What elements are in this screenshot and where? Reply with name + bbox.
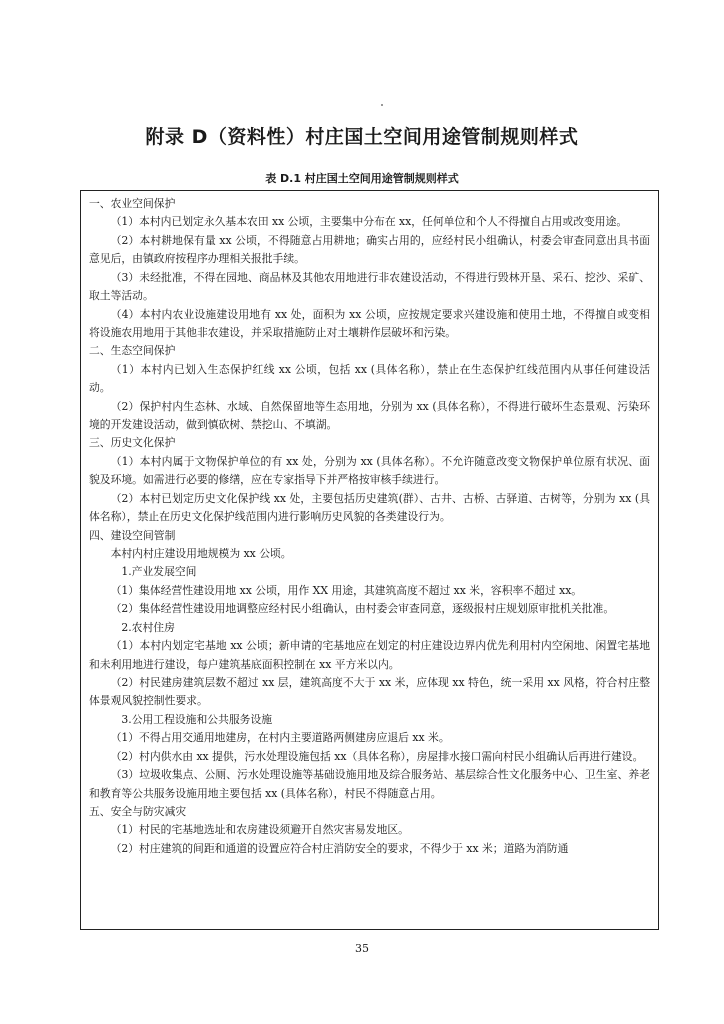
section-heading: 三、历史文化保护 <box>89 436 176 450</box>
subsection-heading: 3.公用工程设施和公共服务设施 <box>121 712 273 726</box>
rules-table <box>80 190 659 930</box>
rule-paragraph: （1）集体经营性建设用地 xx 公顷，用作 XX 用途，其建筑高度不超过 xx 米，容积率不超过 xx。 <box>110 583 583 597</box>
rule-paragraph: （1）不得占用交通用地建房，在村内主要道路两侧建房应退后 xx 米。 <box>110 731 450 745</box>
rule-paragraph: （2）村庄建筑的间距和通道的设置应符合村庄消防安全的要求，不得少于 xx 米；道路为消防通 <box>110 841 569 855</box>
rule-paragraph: （2）本村已划定历史文化保护线 xx 处，主要包括历史建筑(群）、古井、古桥、古驿道、古树等，分别为 xx (具体名称），禁止在历史文化保护线范围内进行影响历史风貌的各类建设行为。 <box>89 491 650 524</box>
rule-paragraph: （1）本村内已划入生态保护红线 xx 公顷，包括 xx (具体名称），禁止在生态保护红线范围内从事任何建设活动。 <box>89 362 650 395</box>
rule-paragraph: （1）本村内已划定永久基本农田 xx 公顷，主要集中分布在 xx，任何单位和个人不得擅自占用或改变用途。 <box>110 215 628 229</box>
section-heading: 五、安全与防灾减灾 <box>89 804 187 818</box>
rule-paragraph: （1）本村内属于文物保护单位的有 xx 处，分别为 xx (具体名称）。不允许随意改变文物保护单位原有状况、面貌及环境。如需进行必要的修缮，应在专家指导下并严格按审核手续进行。 <box>89 454 650 487</box>
rule-paragraph: （2）村民建房建筑层数不超过 xx 层，建筑高度不大于 xx 米，应体现 xx 特色，统一采用 xx 风格，符合村庄整体景观风貌控制性要求。 <box>89 675 650 708</box>
rule-paragraph: （2）本村耕地保有量 xx 公顷，不得随意占用耕地；确实占用的，应经村民小组确认，村委会审查同意出具书面意见后，由镇政府按程序办理相关报批手续。 <box>89 233 650 266</box>
rule-paragraph: （4）本村内农业设施建设用地有 xx 处，面积为 xx 公顷，应按规定要求兴建设施和使用土地，不得擅自或变相将设施农用地用于其他非农建设，并采取措施防止对土壤耕作层破坏和污染。 <box>89 307 650 339</box>
rule-paragraph: （2）村内供水由 xx 提供，污水处理设施包括 xx（具体名称），房屋排水接口需向村民小组确认后再进行建设。 <box>110 749 644 763</box>
rule-paragraph: （2）集体经营性建设用地调整应经村民小组确认，由村委会审查同意，逐级报村庄规划原审批机关批准。 <box>110 602 615 616</box>
rule-paragraph: （3）垃圾收集点、公厕、污水处理设施等基础设施用地及综合服务站、基层综合性文化服务中心、卫生室、养老和教育等公共服务设施用地主要包括 xx (具体名称），村民不得随意占用。 <box>89 768 650 800</box>
section-heading: 一、农业空间保护 <box>89 197 176 210</box>
subsection-heading: 1.产业发展空间 <box>121 565 197 579</box>
page-title: 附录 D（资料性）村庄国土空间用途管制规则样式 <box>145 126 579 148</box>
rule-paragraph: （2）保护村内生态林、水域、自然保留地等生态用地，分别为 xx (具体名称），不得进行破坏生态景观、污染环境的开发建设活动，做到慎砍树、禁挖山、不填湖。 <box>89 399 650 432</box>
subsection-heading: 2.农村住房 <box>121 620 175 634</box>
section-heading: 四、建设空间管制 <box>89 528 176 542</box>
rule-paragraph: （1）村民的宅基地选址和农房建设须避开自然灾害易发地区。 <box>110 823 409 837</box>
section-heading: 二、生态空间保护 <box>89 344 176 358</box>
rule-paragraph: 本村内村庄建设用地规模为 xx 公顷。 <box>110 547 292 561</box>
rule-paragraph: （3）未经批准，不得在园地、商品林及其他农用地进行非农建设活动，不得进行毁林开垦、采石、挖沙、采矿、取土等活动。 <box>89 270 650 303</box>
table-caption: 表 D.1 村庄国土空间用途管制规则样式 <box>265 172 459 185</box>
page-number: 35 <box>355 942 369 955</box>
rule-paragraph: （1）本村内划定宅基地 xx 公顷；新申请的宅基地应在划定的村庄建设边界内优先利用村内空闲地、闲置宅基地和未利用地进行建设，每户建筑基底面积控制在 xx 平方米以内。 <box>89 639 650 671</box>
scan-dot <box>381 104 383 106</box>
